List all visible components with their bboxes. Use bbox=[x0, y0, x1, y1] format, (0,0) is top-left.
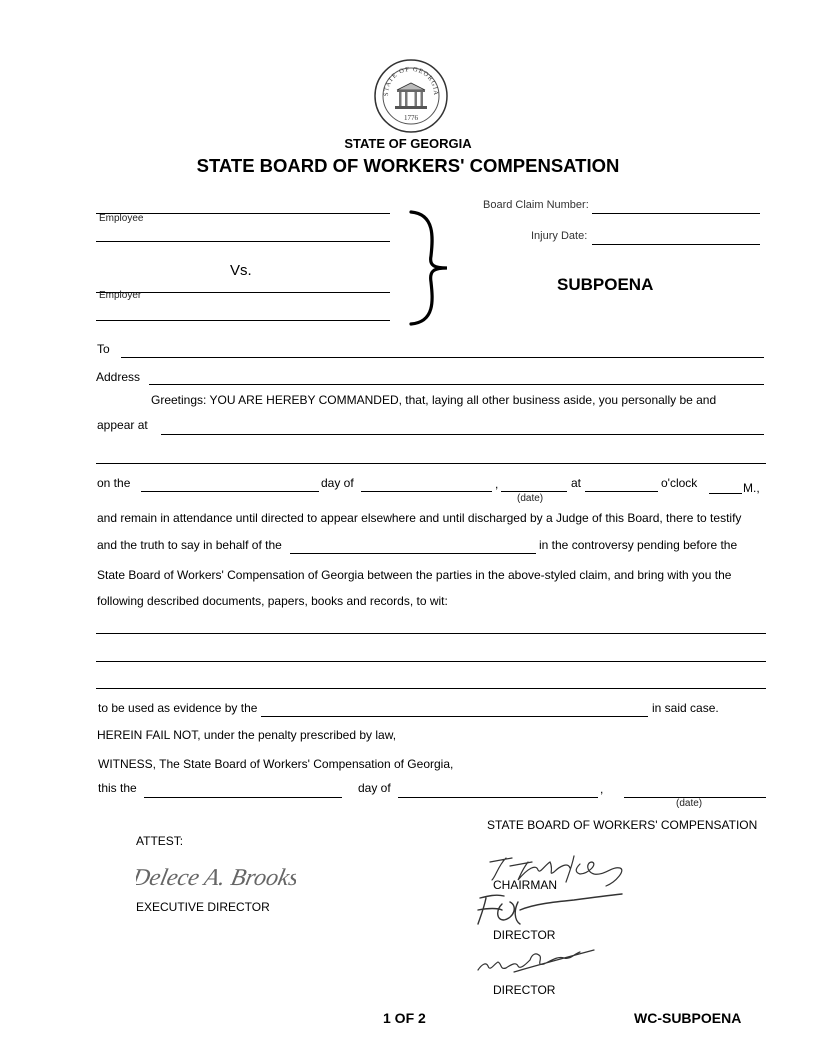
claim-number-label: Board Claim Number: bbox=[483, 199, 589, 211]
executive-director-label: EXECUTIVE DIRECTOR bbox=[136, 900, 270, 914]
board-name-signature: STATE BOARD OF WORKERS' COMPENSATION bbox=[487, 818, 758, 832]
employee-label: Employee bbox=[99, 213, 144, 224]
seal-year: 1776 bbox=[404, 114, 418, 122]
said-case-text: in said case. bbox=[652, 701, 719, 715]
truth-label: and the truth to say in behalf of the bbox=[97, 538, 282, 552]
at-label: at bbox=[571, 476, 582, 490]
controversy-text: in the controversy pending before the bbox=[539, 538, 738, 552]
address-label: Address bbox=[96, 370, 141, 384]
time-field[interactable] bbox=[585, 491, 658, 492]
documents-field-1[interactable] bbox=[96, 633, 766, 634]
attest-label: ATTEST: bbox=[136, 834, 184, 848]
date-hint-2: (date) bbox=[676, 798, 703, 809]
board-heading: STATE BOARD OF WORKERS' COMPENSATION bbox=[196, 155, 620, 176]
form-id: WC-SUBPOENA bbox=[634, 1010, 742, 1026]
comma-label: , bbox=[495, 477, 499, 491]
employer-line-2[interactable] bbox=[96, 320, 390, 321]
claim-number-field[interactable] bbox=[592, 213, 760, 214]
chairman-label: CHAIRMAN bbox=[493, 878, 558, 892]
director-2-signature bbox=[474, 944, 604, 980]
employee-line-2[interactable] bbox=[96, 241, 390, 242]
evidence-label: to be used as evidence by the bbox=[98, 701, 258, 715]
employer-label: Employer bbox=[99, 290, 142, 301]
appear-at-field-2[interactable] bbox=[96, 463, 766, 464]
fail-not-text: HEREIN FAIL NOT, under the penalty prescribed by law, bbox=[97, 728, 397, 742]
vs-label: Vs. bbox=[230, 262, 252, 279]
day-of-label: day of bbox=[321, 476, 354, 490]
oclock-label: o'clock bbox=[661, 476, 698, 490]
brace-icon bbox=[405, 208, 451, 328]
remain-text: and remain in attendance until directed to appear elsewhere and until discharged by a Judge of this Board, there to testify bbox=[97, 511, 742, 525]
appear-at-field[interactable] bbox=[161, 434, 764, 435]
director-2-label: DIRECTOR bbox=[493, 983, 556, 997]
day-of-label-2: day of bbox=[358, 781, 391, 795]
this-the-field[interactable] bbox=[144, 797, 342, 798]
page-number: 1 OF 2 bbox=[383, 1010, 426, 1026]
attest-signature-text: Delece A. Brooks bbox=[136, 864, 296, 891]
doc-title: SUBPOENA bbox=[557, 275, 654, 294]
appear-at-label: appear at bbox=[97, 418, 148, 432]
on-the-label: on the bbox=[97, 476, 131, 490]
director-1-signature bbox=[474, 890, 624, 930]
day-of-field[interactable] bbox=[361, 491, 492, 492]
date-hint: (date) bbox=[517, 493, 544, 504]
seal-text: STATE OF GEORGIA bbox=[382, 65, 440, 97]
attest-signature bbox=[136, 852, 296, 896]
am-pm-field[interactable] bbox=[709, 493, 742, 494]
to-label: To bbox=[97, 342, 110, 356]
injury-date-field[interactable] bbox=[592, 244, 760, 245]
comma-label-2: , bbox=[600, 782, 604, 796]
greetings-text: Greetings: YOU ARE HEREBY COMMANDED, that, laying all other business aside, you personally be and bbox=[151, 393, 717, 407]
year-field[interactable] bbox=[501, 491, 567, 492]
state-heading: STATE OF GEORGIA bbox=[344, 136, 472, 151]
day-of-field-2[interactable] bbox=[398, 797, 598, 798]
evidence-field[interactable] bbox=[261, 716, 648, 717]
address-field[interactable] bbox=[149, 384, 764, 385]
m-label: M., bbox=[743, 481, 760, 495]
injury-date-label: Injury Date: bbox=[531, 230, 588, 242]
following-text: following described documents, papers, books and records, to wit: bbox=[97, 594, 448, 608]
documents-field-2[interactable] bbox=[96, 661, 766, 662]
state-board-text: State Board of Workers' Compensation of Georgia between the parties in the above-styled claim, and bring with you the bbox=[97, 568, 732, 582]
behalf-field[interactable] bbox=[290, 553, 536, 554]
to-field[interactable] bbox=[121, 357, 764, 358]
documents-field-3[interactable] bbox=[96, 688, 766, 689]
witness-text: WITNESS, The State Board of Workers' Compensation of Georgia, bbox=[98, 757, 454, 771]
state-seal bbox=[373, 58, 449, 134]
on-the-field[interactable] bbox=[141, 491, 319, 492]
director-1-label: DIRECTOR bbox=[493, 928, 556, 942]
this-the-label: this the bbox=[98, 781, 137, 795]
